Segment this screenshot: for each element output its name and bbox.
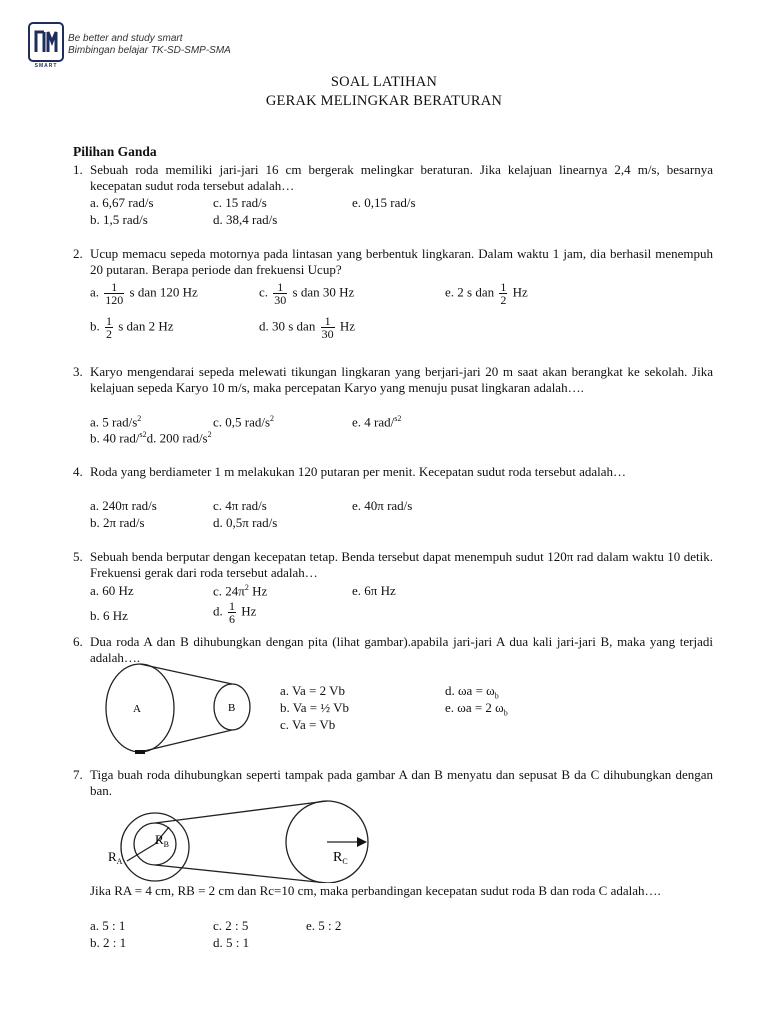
option-c: c. 4π rad/s bbox=[213, 498, 267, 513]
option-text: Hz bbox=[248, 583, 268, 599]
option-b-d bbox=[90, 430, 212, 446]
option-a: a. 240π rad/s bbox=[90, 498, 157, 513]
question-6 bbox=[73, 634, 713, 666]
option-label: c. bbox=[259, 284, 269, 300]
question-5 bbox=[73, 549, 713, 581]
fraction bbox=[105, 315, 113, 340]
question-text: Jika RA = 4 cm, RB = 2 cm dan Rc=10 cm, maka perbandingan kecepatan sudut roda B dan roda C adalah…. bbox=[90, 883, 661, 898]
question-number: 5. bbox=[73, 549, 83, 564]
question-text: Roda yang berdiameter 1 m melakukan 120 putaran per menit. Kecepatan sudut roda tersebut adalah… bbox=[90, 464, 627, 479]
option-text: e. 4 rad/ bbox=[352, 414, 395, 430]
denominator: 6 bbox=[229, 612, 235, 626]
option-text: s dan 2 Hz bbox=[118, 318, 174, 334]
option-d: d. 0,5π rad/s bbox=[213, 515, 278, 530]
label-rb: R bbox=[155, 832, 164, 847]
option-c: c. 15 rad/s bbox=[213, 195, 267, 210]
svg-text:RC bbox=[333, 850, 348, 866]
question-number: 6. bbox=[73, 634, 83, 649]
option-e: e. 0,15 rad/s bbox=[352, 195, 416, 210]
question-2 bbox=[73, 246, 713, 278]
logo-sub: SMART bbox=[34, 63, 58, 69]
denominator: 2 bbox=[106, 327, 112, 341]
option-a: a. Va = 2 Vb bbox=[280, 683, 345, 698]
option-text: a. 5 rad/s bbox=[90, 414, 138, 430]
svg-text:RA bbox=[108, 849, 123, 866]
page-title: SOAL LATIHAN bbox=[330, 74, 438, 90]
option-a bbox=[90, 414, 141, 430]
question-7-text-2 bbox=[73, 883, 713, 899]
superscript: s2 bbox=[139, 430, 147, 439]
question-number: 1. bbox=[73, 162, 83, 177]
option-text: d. ωa = ω bbox=[445, 683, 495, 698]
option-b: b. 6 Hz bbox=[90, 608, 128, 623]
question-3 bbox=[73, 364, 713, 396]
fraction bbox=[321, 315, 335, 340]
option-d bbox=[259, 315, 355, 340]
option-text: s dan 30 Hz bbox=[292, 284, 355, 300]
option-a bbox=[90, 281, 198, 306]
numerator: 1 bbox=[229, 599, 235, 613]
question-number: 2. bbox=[73, 246, 83, 261]
option-e: e. 40π rad/s bbox=[352, 498, 413, 513]
label-ra-sub: A bbox=[116, 857, 123, 866]
fraction bbox=[499, 281, 507, 306]
option-text: s dan 120 Hz bbox=[129, 284, 198, 300]
denominator: 2 bbox=[500, 293, 507, 307]
question-7 bbox=[73, 767, 713, 799]
numerator: 1 bbox=[106, 314, 112, 328]
option-text: d. 200 rad/s bbox=[146, 430, 208, 446]
denominator: 30 bbox=[321, 327, 334, 341]
option-d bbox=[213, 600, 256, 625]
label-a: A bbox=[133, 703, 141, 715]
denominator: 30 bbox=[274, 293, 287, 307]
option-d: d. 38,4 rad/s bbox=[213, 212, 278, 227]
label-ra: R bbox=[108, 849, 117, 864]
superscript: s2 bbox=[394, 414, 402, 423]
superscript: 2 bbox=[244, 583, 249, 592]
tagline-1: Be better and study smart bbox=[68, 33, 183, 44]
option-b: b. 2 : 1 bbox=[90, 935, 127, 950]
option-c bbox=[213, 414, 274, 430]
question-text: Tiga buah roda dihubungkan seperti tampak pada gambar A dan B menyatu dan sepusat B da C dihubungkan dengan ban. bbox=[90, 767, 713, 798]
option-c bbox=[259, 281, 354, 306]
page-subtitle: GERAK MELINGKAR BERATURAN bbox=[265, 93, 503, 109]
question-1 bbox=[73, 162, 713, 194]
question-number: 3. bbox=[73, 364, 83, 379]
superscript: 2 bbox=[137, 414, 142, 423]
option-label: d. bbox=[213, 603, 223, 619]
option-text: c. 24π bbox=[213, 583, 245, 599]
subscript: b bbox=[494, 691, 499, 701]
question-number: 4. bbox=[73, 464, 83, 479]
tagline-2: Bimbingan belajar TK-SD-SMP-SMA bbox=[68, 45, 231, 56]
option-e bbox=[445, 281, 528, 306]
question-text: Ucup memacu sepeda motornya pada lintasan yang berbentuk lingkaran. Dalam waktu 1 jam, dia berhasil menempuh 20 putaran. Berapa periode dan frekuensi Ucup? bbox=[90, 246, 713, 277]
option-b: b. 2π rad/s bbox=[90, 515, 145, 530]
question-text: Dua roda A dan B dihubungkan dengan pita (lihat gambar).apabila jari-jari A dua kali jari-jari B, maka yang terjadi adalah…. bbox=[90, 634, 713, 665]
numerator: 1 bbox=[500, 280, 507, 294]
question-text: Sebuah roda memiliki jari-jari 16 cm bergerak melingkar beraturan. Jika kelajuan linearnya 2,4 m/s, besarnya kecepatan sudut roda tersebut adalah… bbox=[90, 162, 713, 193]
pulley-diagram-ab bbox=[100, 663, 260, 758]
option-b: b. 1,5 rad/s bbox=[90, 212, 148, 227]
option-label: e. 2 s dan bbox=[445, 284, 495, 300]
option-text: b. 40 rad/ bbox=[90, 430, 140, 446]
label-rc: R bbox=[333, 850, 343, 865]
svg-text:RB bbox=[155, 832, 169, 849]
numerator: 1 bbox=[277, 280, 284, 294]
option-label: b. bbox=[90, 318, 100, 334]
fraction bbox=[273, 281, 287, 306]
pulley-diagram-abc bbox=[105, 799, 385, 883]
superscript: 2 bbox=[207, 430, 212, 439]
option-a: a. 5 : 1 bbox=[90, 918, 126, 933]
question-4 bbox=[73, 464, 713, 480]
option-text: Hz bbox=[339, 318, 356, 334]
option-text: Hz bbox=[512, 284, 528, 300]
question-number: 7. bbox=[73, 767, 83, 782]
subscript: b bbox=[503, 708, 508, 718]
option-a: a. 6,67 rad/s bbox=[90, 195, 154, 210]
denominator: 120 bbox=[105, 293, 124, 307]
option-a: a. 60 Hz bbox=[90, 583, 134, 598]
option-b bbox=[90, 315, 174, 340]
option-e: e. 6π Hz bbox=[352, 583, 396, 598]
option-text: Hz bbox=[241, 603, 257, 619]
option-d: d. 5 : 1 bbox=[213, 935, 250, 950]
option-label: a. bbox=[90, 284, 100, 300]
option-label: d. 30 s dan bbox=[259, 318, 316, 334]
section-heading: Pilihan Ganda bbox=[73, 144, 157, 159]
logo bbox=[28, 22, 64, 62]
option-text: e. ωa = 2 ω bbox=[445, 700, 504, 715]
label-b: B bbox=[228, 702, 236, 714]
option-c: c. 2 : 5 bbox=[213, 918, 249, 933]
numerator: 1 bbox=[324, 314, 331, 328]
question-text: Sebuah benda berputar dengan kecepatan tetap. Benda tersebut dapat menempuh sudut 120π rad dalam waktu 10 detik. Frekuensi gerak dari roda tersebut adalah… bbox=[90, 549, 713, 580]
option-d bbox=[445, 683, 499, 701]
option-e bbox=[352, 414, 401, 430]
option-e bbox=[445, 700, 508, 718]
numerator: 1 bbox=[111, 280, 118, 294]
label-rc-sub: C bbox=[342, 857, 348, 866]
option-c bbox=[213, 583, 267, 599]
label-rb-sub: B bbox=[163, 840, 170, 849]
option-text: c. 0,5 rad/s bbox=[213, 414, 271, 430]
fraction bbox=[228, 600, 236, 625]
superscript: 2 bbox=[270, 414, 275, 423]
question-text: Karyo mengendarai sepeda melewati tikungan lingkaran yang berjari-jari 20 m saat akan berangkat ke sekolah. Jika kelajuan sepeda Karyo 10 m/s, maka percepatan Karyo yang menuju pusat lingkaran adalah…. bbox=[90, 364, 713, 395]
fraction bbox=[104, 281, 124, 306]
option-e: e. 5 : 2 bbox=[306, 918, 342, 933]
option-b: b. Va = ½ Vb bbox=[280, 700, 349, 715]
option-c: c. Va = Vb bbox=[280, 717, 336, 732]
